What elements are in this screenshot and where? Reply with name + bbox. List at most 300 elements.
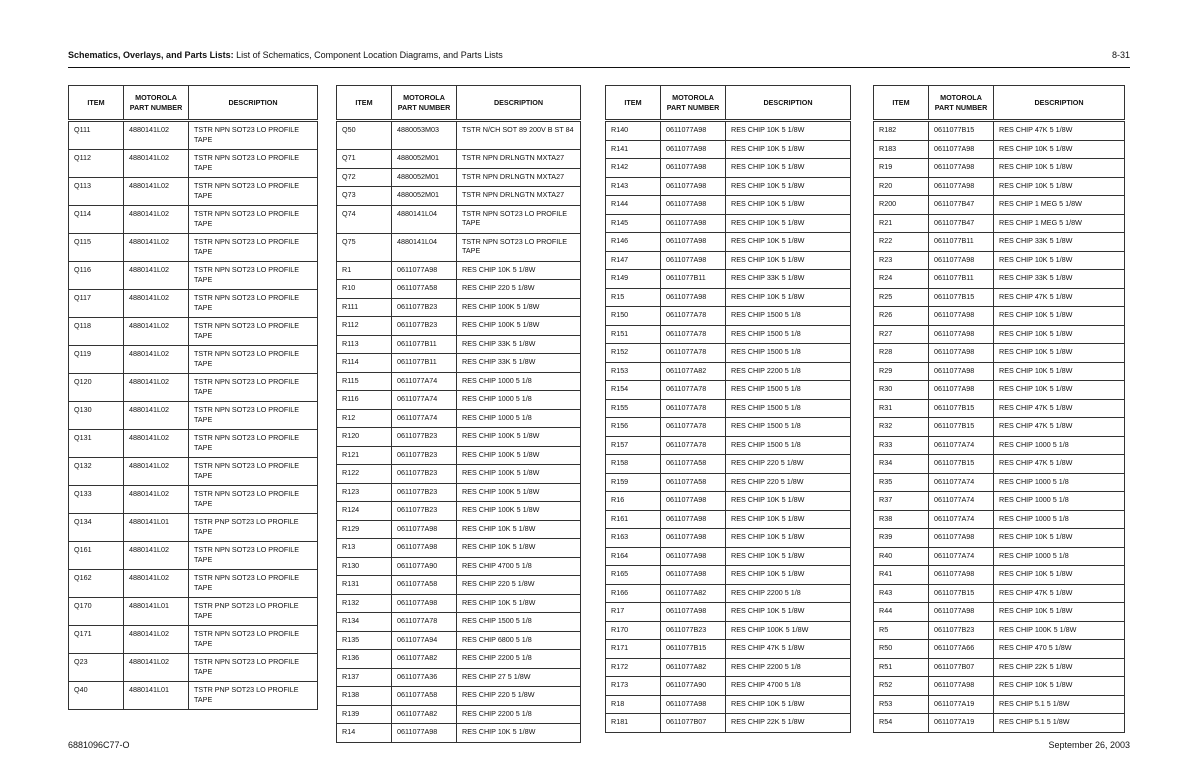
item-cell: R22 <box>874 233 929 252</box>
description-cell: RES CHIP 33K 5 1/8W <box>457 335 581 354</box>
item-cell: R135 <box>337 631 392 650</box>
table-row <box>69 121 318 150</box>
item-cell: Q130 <box>69 402 124 430</box>
part-number-cell: 0611077A58 <box>661 473 726 492</box>
description-cell: RES CHIP 220 5 1/8W <box>457 576 581 595</box>
item-cell: R122 <box>337 465 392 484</box>
table-row <box>337 502 581 521</box>
part-number-cell: 0611077A98 <box>929 307 994 326</box>
part-number-cell: 4880141L02 <box>124 542 189 570</box>
item-cell: R134 <box>337 613 392 632</box>
part-number-cell: 4880141L02 <box>124 374 189 402</box>
item-cell: R38 <box>874 510 929 529</box>
item-cell: R19 <box>874 159 929 178</box>
part-number-cell: 0611077A98 <box>661 214 726 233</box>
table-row <box>874 177 1125 196</box>
description-cell: RES CHIP 1000 5 1/8 <box>994 436 1125 455</box>
description-cell: TSTR NPN SOT23 LO PROFILE TAPE <box>189 374 318 402</box>
table-row <box>69 458 318 486</box>
item-cell: R181 <box>606 714 661 733</box>
table-row <box>337 705 581 724</box>
part-number-cell: 0611077A82 <box>661 658 726 677</box>
part-number-cell: 0611077A78 <box>661 418 726 437</box>
table-row <box>606 677 851 696</box>
description-cell: RES CHIP 10K 5 1/8W <box>726 251 851 270</box>
description-cell: RES CHIP 10K 5 1/8W <box>994 677 1125 696</box>
part-number-cell: 4880141L02 <box>124 486 189 514</box>
table-row <box>337 594 581 613</box>
description-cell: TSTR NPN SOT23 LO PROFILE TAPE <box>189 234 318 262</box>
item-cell: R17 <box>606 603 661 622</box>
table-row <box>874 714 1125 733</box>
part-number-cell: 0611077A98 <box>392 724 457 743</box>
table-row <box>874 695 1125 714</box>
item-cell: R32 <box>874 418 929 437</box>
part-number-cell: 0611077B11 <box>929 233 994 252</box>
item-cell: Q131 <box>69 430 124 458</box>
description-cell: RES CHIP 10K 5 1/8W <box>457 261 581 280</box>
column-header: MOTOROLA PART NUMBER <box>392 86 457 121</box>
item-cell: R35 <box>874 473 929 492</box>
table-row <box>69 318 318 346</box>
item-cell: R158 <box>606 455 661 474</box>
part-number-cell: 4880141L02 <box>124 458 189 486</box>
table-row <box>874 288 1125 307</box>
table-row <box>874 121 1125 141</box>
item-cell: R29 <box>874 362 929 381</box>
parts-table-3 <box>605 85 851 733</box>
description-cell: RES CHIP 10K 5 1/8W <box>994 177 1125 196</box>
item-cell: R111 <box>337 298 392 317</box>
item-cell: Q120 <box>69 374 124 402</box>
part-number-cell: 4880141L01 <box>124 514 189 542</box>
table-row <box>606 510 851 529</box>
table-row <box>337 576 581 595</box>
table-row <box>874 325 1125 344</box>
part-number-cell: 0611077A98 <box>929 177 994 196</box>
item-cell: Q40 <box>69 682 124 710</box>
part-number-cell: 0611077B23 <box>392 483 457 502</box>
table-row <box>874 362 1125 381</box>
table-row <box>606 362 851 381</box>
description-cell: TSTR NPN SOT23 LO PROFILE TAPE <box>189 150 318 178</box>
description-cell: TSTR NPN SOT23 LO PROFILE TAPE <box>457 233 581 261</box>
part-number-cell: 0611077B23 <box>392 317 457 336</box>
table-row <box>337 668 581 687</box>
item-cell: R31 <box>874 399 929 418</box>
description-cell: RES CHIP 10K 5 1/8W <box>726 233 851 252</box>
description-cell: RES CHIP 10K 5 1/8W <box>726 492 851 511</box>
description-cell: RES CHIP 10K 5 1/8W <box>994 566 1125 585</box>
part-number-cell: 4880052M01 <box>392 150 457 169</box>
table-row <box>874 344 1125 363</box>
table-row <box>874 307 1125 326</box>
part-number-cell: 0611077A74 <box>929 547 994 566</box>
item-cell: Q74 <box>337 205 392 233</box>
description-cell: TSTR NPN SOT23 LO PROFILE TAPE <box>189 654 318 682</box>
description-cell: RES CHIP 10K 5 1/8W <box>726 140 851 159</box>
column-header: DESCRIPTION <box>726 86 851 121</box>
item-cell: R27 <box>874 325 929 344</box>
table-row <box>606 492 851 511</box>
item-cell: R183 <box>874 140 929 159</box>
item-cell: R124 <box>337 502 392 521</box>
table-row <box>337 298 581 317</box>
description-cell: TSTR PNP SOT23 LO PROFILE TAPE <box>189 682 318 710</box>
part-number-cell: 0611077A94 <box>392 631 457 650</box>
item-cell: R170 <box>606 621 661 640</box>
description-cell: RES CHIP 22K 5 1/8W <box>994 658 1125 677</box>
description-cell: RES CHIP 10K 5 1/8W <box>726 196 851 215</box>
part-number-cell: 0611077A66 <box>929 640 994 659</box>
part-number-cell: 0611077A98 <box>392 539 457 558</box>
table-row <box>874 251 1125 270</box>
item-cell: R136 <box>337 650 392 669</box>
table-row <box>337 317 581 336</box>
table-row <box>606 399 851 418</box>
part-number-cell: 0611077A98 <box>661 529 726 548</box>
header-section: Schematics, Overlays, and Parts Lists: <box>68 50 234 60</box>
part-number-cell: 4880052M01 <box>392 187 457 206</box>
table-row <box>69 430 318 458</box>
part-number-cell: 0611077B23 <box>392 298 457 317</box>
description-cell: TSTR NPN SOT23 LO PROFILE TAPE <box>189 458 318 486</box>
table-row <box>874 529 1125 548</box>
table-row <box>606 251 851 270</box>
part-number-cell: 0611077A98 <box>661 177 726 196</box>
item-cell: R161 <box>606 510 661 529</box>
part-number-cell: 0611077B23 <box>392 428 457 447</box>
part-number-cell: 0611077B15 <box>661 640 726 659</box>
part-number-cell: 0611077A98 <box>929 381 994 400</box>
table-row <box>69 626 318 654</box>
table-row <box>337 372 581 391</box>
table-row <box>874 436 1125 455</box>
item-cell: R156 <box>606 418 661 437</box>
description-cell: RES CHIP 10K 5 1/8W <box>726 695 851 714</box>
item-cell: R159 <box>606 473 661 492</box>
description-cell: TSTR NPN SOT23 LO PROFILE TAPE <box>189 178 318 206</box>
item-cell: R53 <box>874 695 929 714</box>
description-cell: TSTR NPN SOT23 LO PROFILE TAPE <box>189 430 318 458</box>
part-number-cell: 0611077A98 <box>929 677 994 696</box>
part-number-cell: 4880141L02 <box>124 654 189 682</box>
description-cell: TSTR NPN SOT23 LO PROFILE TAPE <box>189 542 318 570</box>
part-number-cell: 0611077A78 <box>661 436 726 455</box>
table-row <box>606 621 851 640</box>
table-row <box>337 205 581 233</box>
description-cell: TSTR NPN SOT23 LO PROFILE TAPE <box>189 626 318 654</box>
description-cell: RES CHIP 10K 5 1/8W <box>994 603 1125 622</box>
table-row <box>337 446 581 465</box>
part-number-cell: 0611077A98 <box>661 695 726 714</box>
item-cell: R12 <box>337 409 392 428</box>
table-row <box>606 140 851 159</box>
item-cell: R147 <box>606 251 661 270</box>
description-cell: RES CHIP 100K 5 1/8W <box>457 428 581 447</box>
description-cell: RES CHIP 2200 5 1/8 <box>726 362 851 381</box>
table-row <box>69 206 318 234</box>
table-row <box>337 409 581 428</box>
item-cell: R43 <box>874 584 929 603</box>
description-cell: TSTR PNP SOT23 LO PROFILE TAPE <box>189 598 318 626</box>
item-cell: R120 <box>337 428 392 447</box>
description-cell: RES CHIP 10K 5 1/8W <box>726 510 851 529</box>
item-cell: R14 <box>337 724 392 743</box>
description-cell: RES CHIP 1500 5 1/8 <box>457 613 581 632</box>
item-cell: R24 <box>874 270 929 289</box>
part-number-cell: 4880141L02 <box>124 234 189 262</box>
table-row <box>606 270 851 289</box>
part-number-cell: 4880141L02 <box>124 570 189 598</box>
table-row <box>606 325 851 344</box>
item-cell: R26 <box>874 307 929 326</box>
description-cell: RES CHIP 2200 5 1/8 <box>726 658 851 677</box>
description-cell: RES CHIP 10K 5 1/8W <box>726 547 851 566</box>
description-cell: RES CHIP 10K 5 1/8W <box>726 121 851 141</box>
item-cell: R131 <box>337 576 392 595</box>
table-row <box>874 399 1125 418</box>
table-row <box>874 677 1125 696</box>
table-row <box>606 658 851 677</box>
description-cell: RES CHIP 1 MEG 5 1/8W <box>994 196 1125 215</box>
item-cell: R130 <box>337 557 392 576</box>
description-cell: RES CHIP 10K 5 1/8W <box>994 307 1125 326</box>
item-cell: R121 <box>337 446 392 465</box>
table-row <box>606 529 851 548</box>
item-cell: Q72 <box>337 168 392 187</box>
part-number-cell: 0611077B23 <box>929 621 994 640</box>
part-number-cell: 0611077A98 <box>929 159 994 178</box>
description-cell: RES CHIP 1 MEG 5 1/8W <box>994 214 1125 233</box>
table-row <box>606 695 851 714</box>
part-number-cell: 0611077A78 <box>661 307 726 326</box>
part-number-cell: 0611077A82 <box>392 705 457 724</box>
item-cell: R173 <box>606 677 661 696</box>
part-number-cell: 0611077A98 <box>929 603 994 622</box>
item-cell: R41 <box>874 566 929 585</box>
part-number-cell: 0611077A58 <box>392 687 457 706</box>
part-number-cell: 0611077A98 <box>929 566 994 585</box>
part-number-cell: 0611077A82 <box>661 362 726 381</box>
description-cell: RES CHIP 1000 5 1/8 <box>457 372 581 391</box>
part-number-cell: 0611077A58 <box>392 280 457 299</box>
description-cell: RES CHIP 33K 5 1/8W <box>457 354 581 373</box>
part-number-cell: 0611077B23 <box>392 465 457 484</box>
description-cell: RES CHIP 10K 5 1/8W <box>726 159 851 178</box>
part-number-cell: 0611077B23 <box>392 502 457 521</box>
table-row <box>69 150 318 178</box>
item-cell: R1 <box>337 261 392 280</box>
table-row <box>337 121 581 150</box>
item-cell: Q119 <box>69 346 124 374</box>
description-cell: RES CHIP 5.1 5 1/8W <box>994 695 1125 714</box>
footer-date: September 26, 2003 <box>1048 740 1130 750</box>
table-row <box>606 288 851 307</box>
description-cell: RES CHIP 10K 5 1/8W <box>726 529 851 548</box>
description-cell: RES CHIP 10K 5 1/8W <box>457 520 581 539</box>
table-row <box>606 455 851 474</box>
table-row <box>874 418 1125 437</box>
part-number-cell: 0611077A78 <box>661 325 726 344</box>
item-cell: R152 <box>606 344 661 363</box>
item-cell: R140 <box>606 121 661 141</box>
item-cell: Q111 <box>69 121 124 150</box>
description-cell: RES CHIP 1000 5 1/8 <box>457 409 581 428</box>
column-header: ITEM <box>69 86 124 121</box>
table-row <box>874 510 1125 529</box>
item-cell: Q116 <box>69 262 124 290</box>
description-cell: RES CHIP 47K 5 1/8W <box>994 121 1125 141</box>
part-number-cell: 4880141L02 <box>124 206 189 234</box>
item-cell: R172 <box>606 658 661 677</box>
part-number-cell: 0611077A98 <box>661 159 726 178</box>
part-number-cell: 4880141L02 <box>124 290 189 318</box>
table-row <box>69 374 318 402</box>
description-cell: RES CHIP 1500 5 1/8 <box>726 381 851 400</box>
part-number-cell: 0611077A98 <box>661 510 726 529</box>
description-cell: RES CHIP 1000 5 1/8 <box>994 510 1125 529</box>
part-number-cell: 0611077A98 <box>929 251 994 270</box>
item-cell: R144 <box>606 196 661 215</box>
item-cell: R139 <box>337 705 392 724</box>
part-number-cell: 0611077A98 <box>392 520 457 539</box>
item-cell: R153 <box>606 362 661 381</box>
description-cell: RES CHIP 10K 5 1/8W <box>994 325 1125 344</box>
part-number-cell: 0611077B47 <box>929 196 994 215</box>
table-row <box>337 261 581 280</box>
description-cell: RES CHIP 470 5 1/8W <box>994 640 1125 659</box>
part-number-cell: 0611077B47 <box>929 214 994 233</box>
description-cell: RES CHIP 33K 5 1/8W <box>726 270 851 289</box>
table-row <box>69 654 318 682</box>
table-row <box>606 177 851 196</box>
table-row <box>874 492 1125 511</box>
table-row <box>337 187 581 206</box>
table-header-row <box>69 86 318 121</box>
table-row <box>337 613 581 632</box>
column-header: DESCRIPTION <box>994 86 1125 121</box>
item-cell: R163 <box>606 529 661 548</box>
item-cell: Q170 <box>69 598 124 626</box>
table-row <box>606 584 851 603</box>
description-cell: RES CHIP 10K 5 1/8W <box>726 603 851 622</box>
header-subtitle: List of Schematics, Component Location Diagrams, and Parts Lists <box>233 50 503 60</box>
item-cell: R54 <box>874 714 929 733</box>
item-cell: R16 <box>606 492 661 511</box>
table-row <box>606 436 851 455</box>
description-cell: RES CHIP 100K 5 1/8W <box>457 483 581 502</box>
item-cell: R132 <box>337 594 392 613</box>
description-cell: RES CHIP 10K 5 1/8W <box>457 594 581 613</box>
table-row <box>337 687 581 706</box>
item-cell: R52 <box>874 677 929 696</box>
description-cell: RES CHIP 1500 5 1/8 <box>726 344 851 363</box>
item-cell: R112 <box>337 317 392 336</box>
part-number-cell: 4880141L04 <box>392 205 457 233</box>
part-number-cell: 4880141L02 <box>124 346 189 374</box>
part-number-cell: 0611077A90 <box>661 677 726 696</box>
table-row <box>337 150 581 169</box>
item-cell: Q50 <box>337 121 392 150</box>
part-number-cell: 0611077A74 <box>929 436 994 455</box>
table-row <box>337 354 581 373</box>
part-number-cell: 0611077A74 <box>929 492 994 511</box>
description-cell: TSTR NPN DRLNGTN MXTA27 <box>457 150 581 169</box>
table-row <box>69 262 318 290</box>
description-cell: TSTR NPN SOT23 LO PROFILE TAPE <box>189 570 318 598</box>
part-number-cell: 4880052M01 <box>392 168 457 187</box>
item-cell: R30 <box>874 381 929 400</box>
description-cell: RES CHIP 1500 5 1/8 <box>726 418 851 437</box>
part-number-cell: 0611077A98 <box>661 288 726 307</box>
table-row <box>606 547 851 566</box>
item-cell: Q118 <box>69 318 124 346</box>
description-cell: TSTR NPN SOT23 LO PROFILE TAPE <box>189 346 318 374</box>
table-header-row <box>874 86 1125 121</box>
header-rule <box>68 67 1130 68</box>
item-cell: R15 <box>606 288 661 307</box>
table-row <box>606 307 851 326</box>
parts-table-4 <box>873 85 1125 733</box>
part-number-cell: 0611077B23 <box>392 446 457 465</box>
item-cell: Q73 <box>337 187 392 206</box>
item-cell: R116 <box>337 391 392 410</box>
part-number-cell: 0611077A98 <box>929 140 994 159</box>
table-row <box>69 570 318 598</box>
description-cell: RES CHIP 10K 5 1/8W <box>994 159 1125 178</box>
description-cell: RES CHIP 100K 5 1/8W <box>457 298 581 317</box>
item-cell: R171 <box>606 640 661 659</box>
description-cell: RES CHIP 47K 5 1/8W <box>994 288 1125 307</box>
item-cell: R143 <box>606 177 661 196</box>
column-header: MOTOROLA PART NUMBER <box>929 86 994 121</box>
table-header-row <box>606 86 851 121</box>
part-number-cell: 4880141L01 <box>124 598 189 626</box>
description-cell: RES CHIP 33K 5 1/8W <box>994 270 1125 289</box>
running-header <box>68 50 503 60</box>
part-number-cell: 0611077A82 <box>661 584 726 603</box>
table-row <box>874 196 1125 215</box>
description-cell: RES CHIP 10K 5 1/8W <box>994 251 1125 270</box>
page-number: 8-31 <box>1111 50 1130 60</box>
part-number-cell: 0611077B07 <box>661 714 726 733</box>
description-cell: TSTR NPN SOT23 LO PROFILE TAPE <box>189 206 318 234</box>
table-row <box>69 346 318 374</box>
table-row <box>874 381 1125 400</box>
description-cell: RES CHIP 100K 5 1/8W <box>457 502 581 521</box>
table-row <box>606 566 851 585</box>
table-row <box>606 214 851 233</box>
item-cell: Q114 <box>69 206 124 234</box>
description-cell: TSTR NPN SOT23 LO PROFILE TAPE <box>189 318 318 346</box>
description-cell: RES CHIP 2200 5 1/8 <box>726 584 851 603</box>
table-row <box>606 714 851 733</box>
part-number-cell: 4880141L04 <box>392 233 457 261</box>
description-cell: RES CHIP 10K 5 1/8W <box>994 362 1125 381</box>
part-number-cell: 0611077A19 <box>929 714 994 733</box>
item-cell: Q113 <box>69 178 124 206</box>
table-row <box>606 603 851 622</box>
item-cell: Q117 <box>69 290 124 318</box>
item-cell: R28 <box>874 344 929 363</box>
table-row <box>874 603 1125 622</box>
table-row <box>874 547 1125 566</box>
item-cell: Q162 <box>69 570 124 598</box>
item-cell: R115 <box>337 372 392 391</box>
item-cell: Q115 <box>69 234 124 262</box>
description-cell: RES CHIP 1500 5 1/8 <box>726 436 851 455</box>
